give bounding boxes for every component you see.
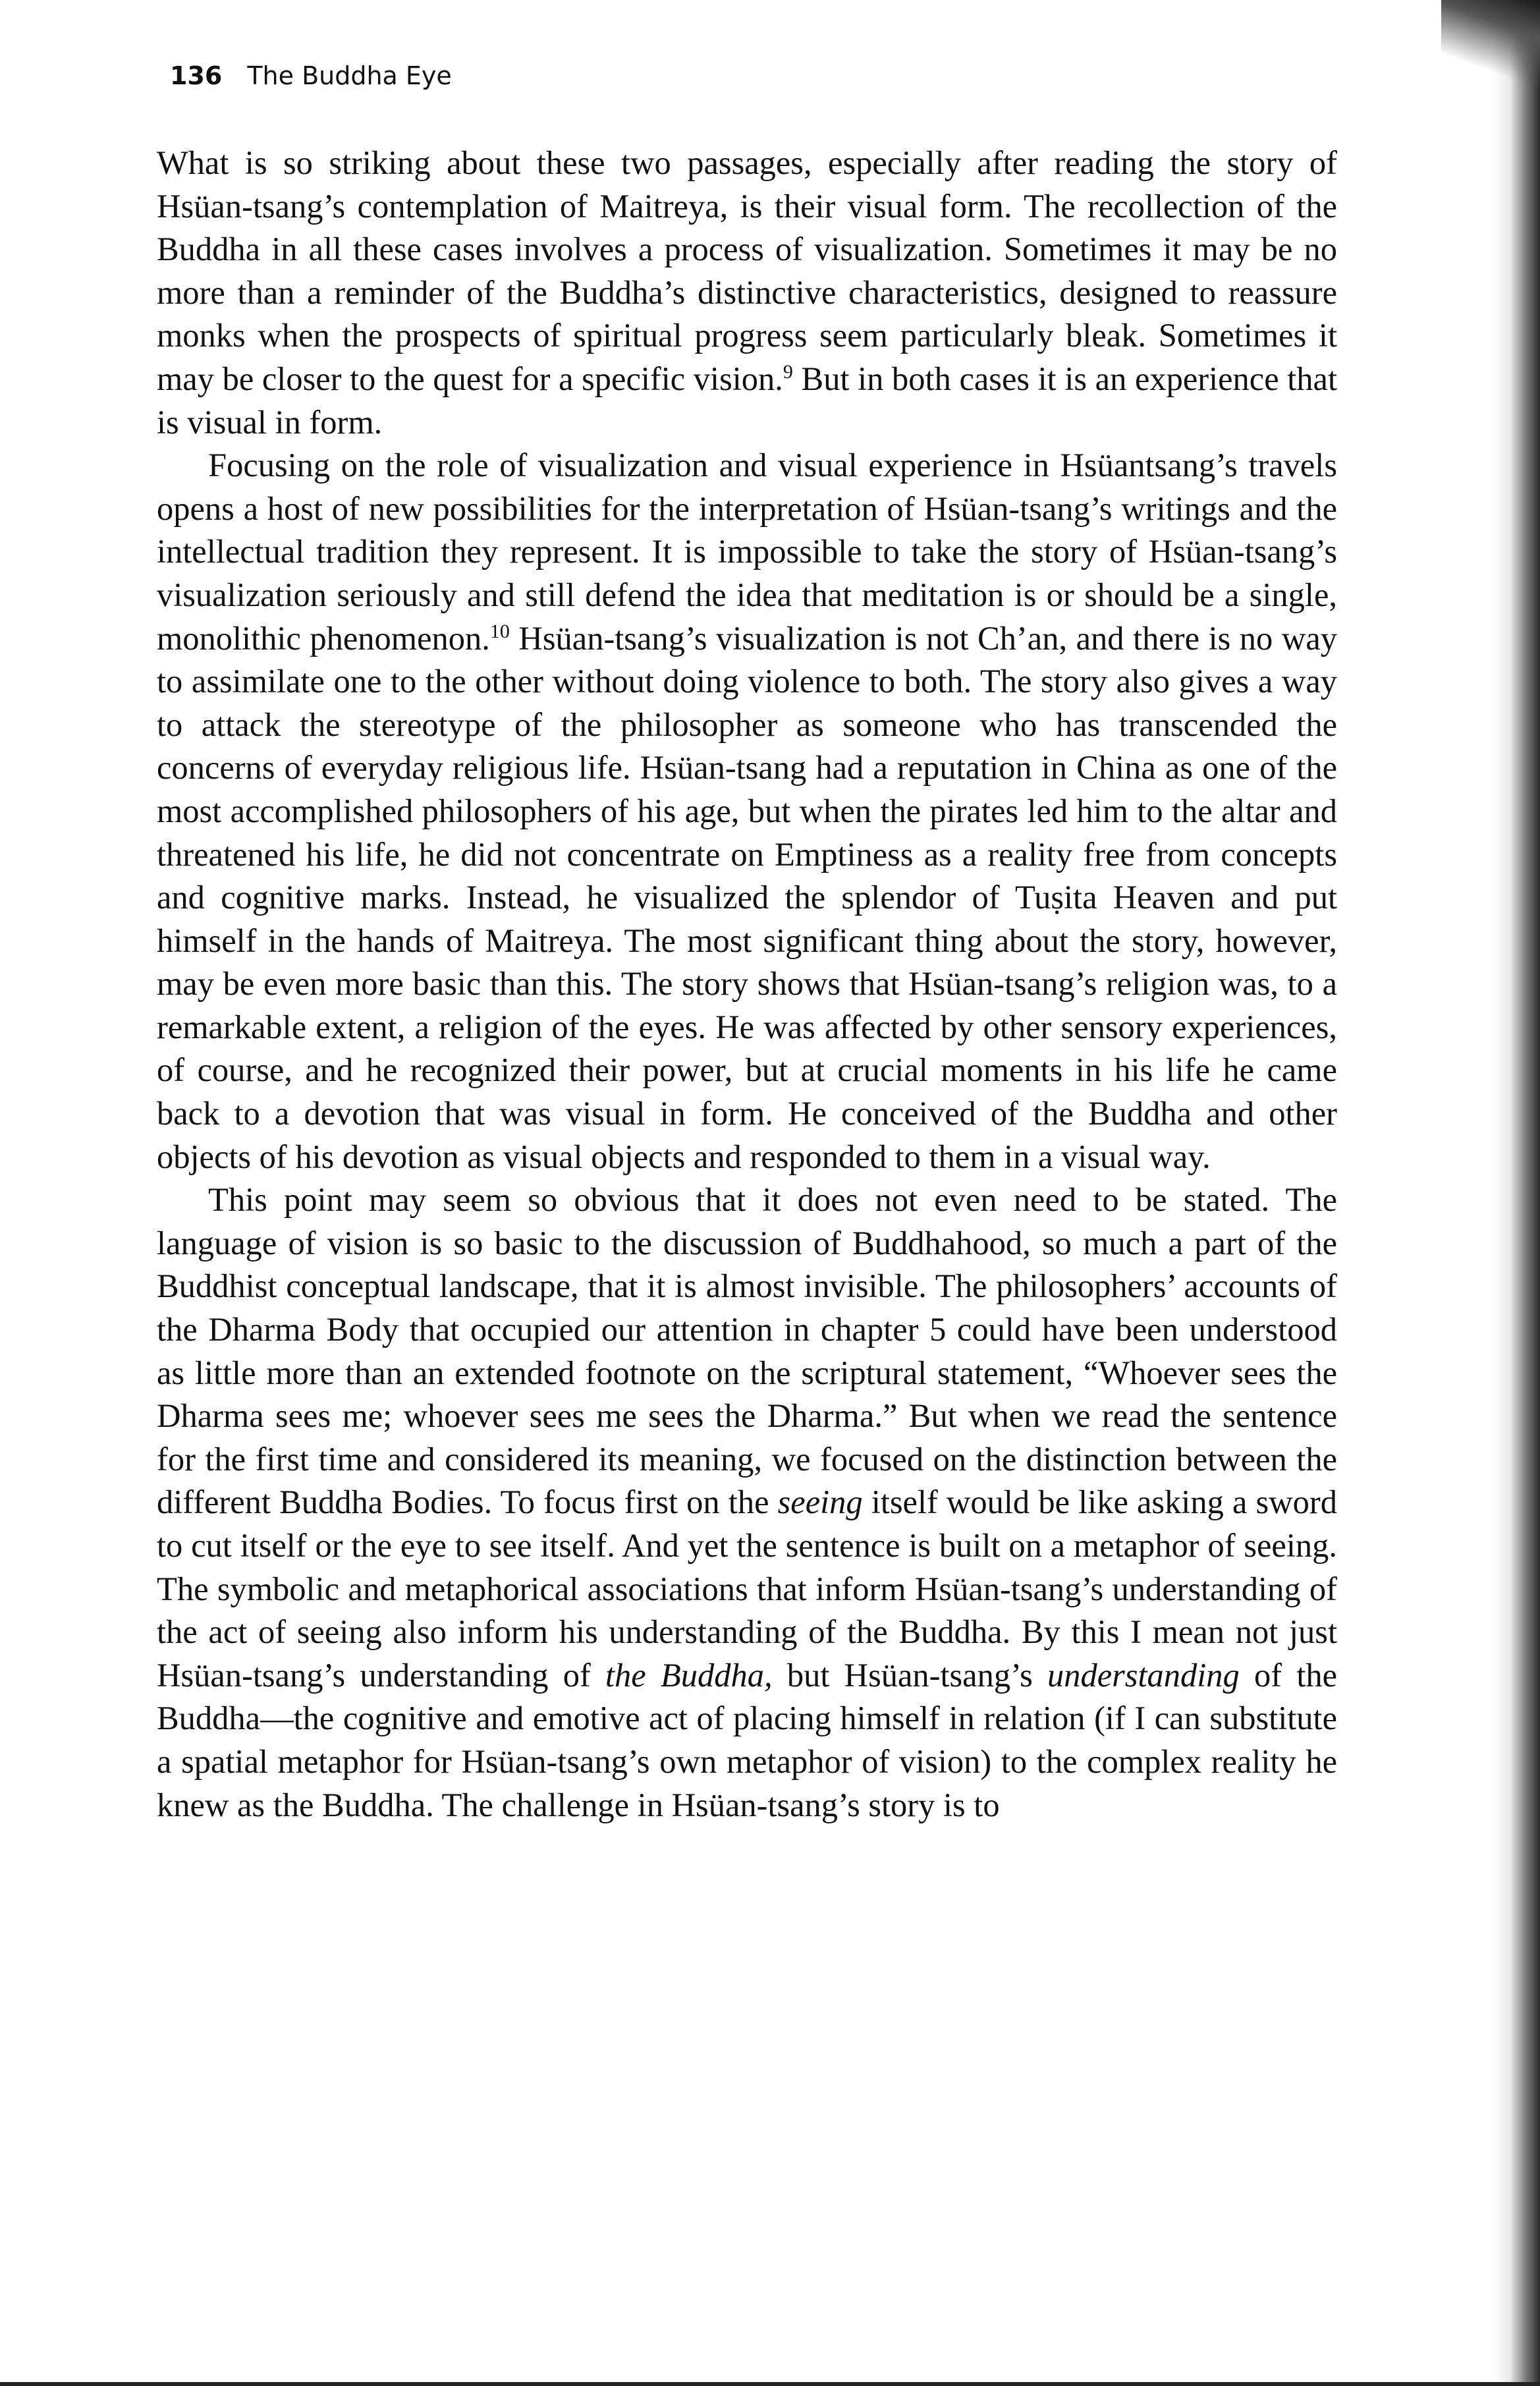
body-text — [157, 142, 1337, 1827]
page-number: 136 — [170, 61, 223, 90]
running-title: The Buddha Eye — [247, 61, 452, 90]
running-header — [170, 61, 452, 91]
paragraph-2-text-b: Hsüan-tsang’s visualization is not Ch’an, and there is no way to assimilate one to the other without doing violence to both. The story also gives a way to attack the stereotype of the philosopher as someone who has transcended the concerns of everyday religious life. Hsüan-tsang had a reputation in China as one of the most accomplished philosophers of his age, but when the pirates led him to the altar and threatened his life, he did not concentrate on Emptiness as a reality free from concepts and cognitive marks. Instead, he visualized the splendor of Tuṣita Heaven and put himself in the hands of Maitreya. The most significant thing about the story, however, may be even more basic than this. The story shows that Hsüan-tsang’s religion was, to a remarkable extent, a religion of the eyes. He was affected by other sensory experiences, of course, and he recognized their power, but at crucial moments in his life he came back to a devotion that was visual in form. He conceived of the Buddha and other objects of his devotion as visual objects and responded to them in a visual way. — [157, 619, 1337, 1175]
paragraph-2 — [157, 444, 1337, 1179]
paragraph-3-text-d: of the Buddha—the cognitive and emotive act of placing himself in relation (if I can substitute a spatial metaphor for Hsüan-tsang’s own metaphor of vision) to the complex reality he knew as the Buddha. The challenge in Hsüan-tsang’s story is to — [157, 1656, 1338, 1823]
emphasis-seeing: seeing — [777, 1484, 863, 1521]
footnote-ref-9: 9 — [783, 361, 793, 383]
scan-bottom-edge — [0, 2382, 1540, 2386]
paragraph-3-text-a: This point may seem so obvious that it does not even need to be stated. The language of vision is so basic to the discussion of Buddhahood, so much a part of the Buddhist conceptual landscape, that it is almost invisible. The philosophers’ accounts of the Dharma Body that occupied our attention in chapter 5 could have been understood as little more than an extended footnote on the scriptural statement, “Whoever sees the Dharma sees me; whoever sees me sees the Dharma.” But when we read the sentence for the first time and considered its meaning, we focused on the distinction between the different Buddha Bodies. To focus first on the — [157, 1181, 1337, 1521]
emphasis-understanding: understanding — [1047, 1656, 1240, 1694]
paragraph-1-text-a: What is so striking about these two passages, especially after reading the story of Hsüan-tsang’s contemplation of Maitreya, is their visual form. The recollection of the Buddha in all these cases involves a process of visualization. Sometimes it may be no more than a reminder of the Buddha’s distinctive characteristics, designed to reassure monks when the prospects of spiritual progress seem particularly bleak. Sometimes it may be closer to the quest for a specific vision. — [157, 144, 1337, 397]
footnote-ref-10: 10 — [489, 620, 510, 642]
paragraph-1 — [157, 142, 1337, 444]
scan-corner-shadow — [1441, 0, 1540, 92]
paragraph-2-text-a: Focusing on the role of visualization and visual experience in Hsüantsang’s travels opens a host of new possibilities for the interpretation of Hsüan-tsang’s writings and the intellectual tradition they represent. It is impossible to take the story of Hsüan-tsang’s visualization seriously and still defend the idea that meditation is or should be a single, monolithic phenomenon. — [157, 447, 1337, 657]
paragraph-3-text-b: itself would be like asking a sword to cut itself or the eye to see itself. And yet the sentence is built on a metaphor of seeing. The symbolic and metaphorical associations that inform Hsüan-tsang’s understanding of the act of seeing also inform his understanding of the Buddha. By this I mean not just Hsüan-tsang’s understanding of — [157, 1484, 1337, 1694]
emphasis-the-buddha: the Buddha, — [605, 1656, 773, 1694]
paragraph-1-text-b: But in both cases it is an experience that is visual in form. — [157, 360, 1337, 441]
paragraph-3 — [157, 1179, 1337, 1827]
paragraph-3-text-c: but Hsüan-tsang’s — [772, 1656, 1048, 1694]
scan-binding-edge — [1494, 0, 1540, 2386]
